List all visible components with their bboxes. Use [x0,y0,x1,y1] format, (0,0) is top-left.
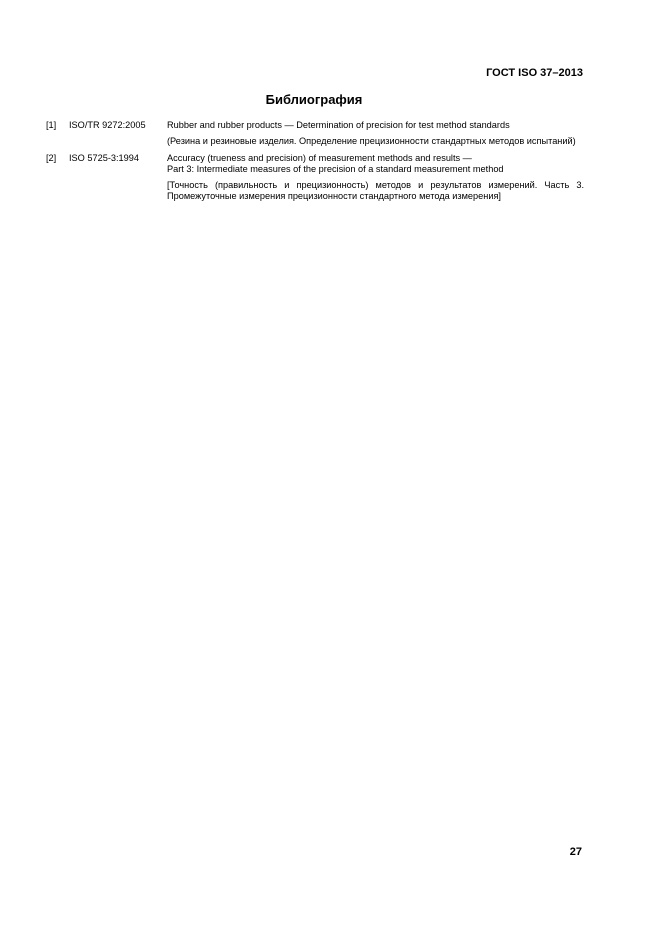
entry-title-ru: (Резина и резиновые изделия. Определение прецизионности стандартных методов испытаний) [167,136,576,146]
bibliography-entry [46,120,584,147]
entry-subtitle-en: Part 3: Intermediate measures of the precision of a standard measurement method [167,164,504,174]
entry-number: [2] [46,153,57,163]
bibliography-entry [46,153,584,202]
entry-body [167,153,584,202]
entry-standard-code: ISO 5725-3:1994 [69,153,139,163]
document-standard-header: ГОСТ ISO 37–2013 [486,67,583,79]
entry-standard-code: ISO/TR 9272:2005 [69,120,146,130]
entry-title-ru: [Точность (правильность и прецизионность) методов и результатов измерений. Часть 3. Промежуточные измерения прецизионности стандартного метода измерения] [167,180,584,201]
entry-title-en: Rubber and rubber products — Determination of precision for test method standards [167,120,510,130]
entry-body [167,120,584,147]
page-number: 27 [569,846,582,858]
bibliography-list [46,120,584,208]
bibliography-title: Библиография [265,92,363,107]
entry-title-en: Accuracy (trueness and precision) of measurement methods and results — [167,153,472,163]
entry-number: [1] [46,120,57,130]
